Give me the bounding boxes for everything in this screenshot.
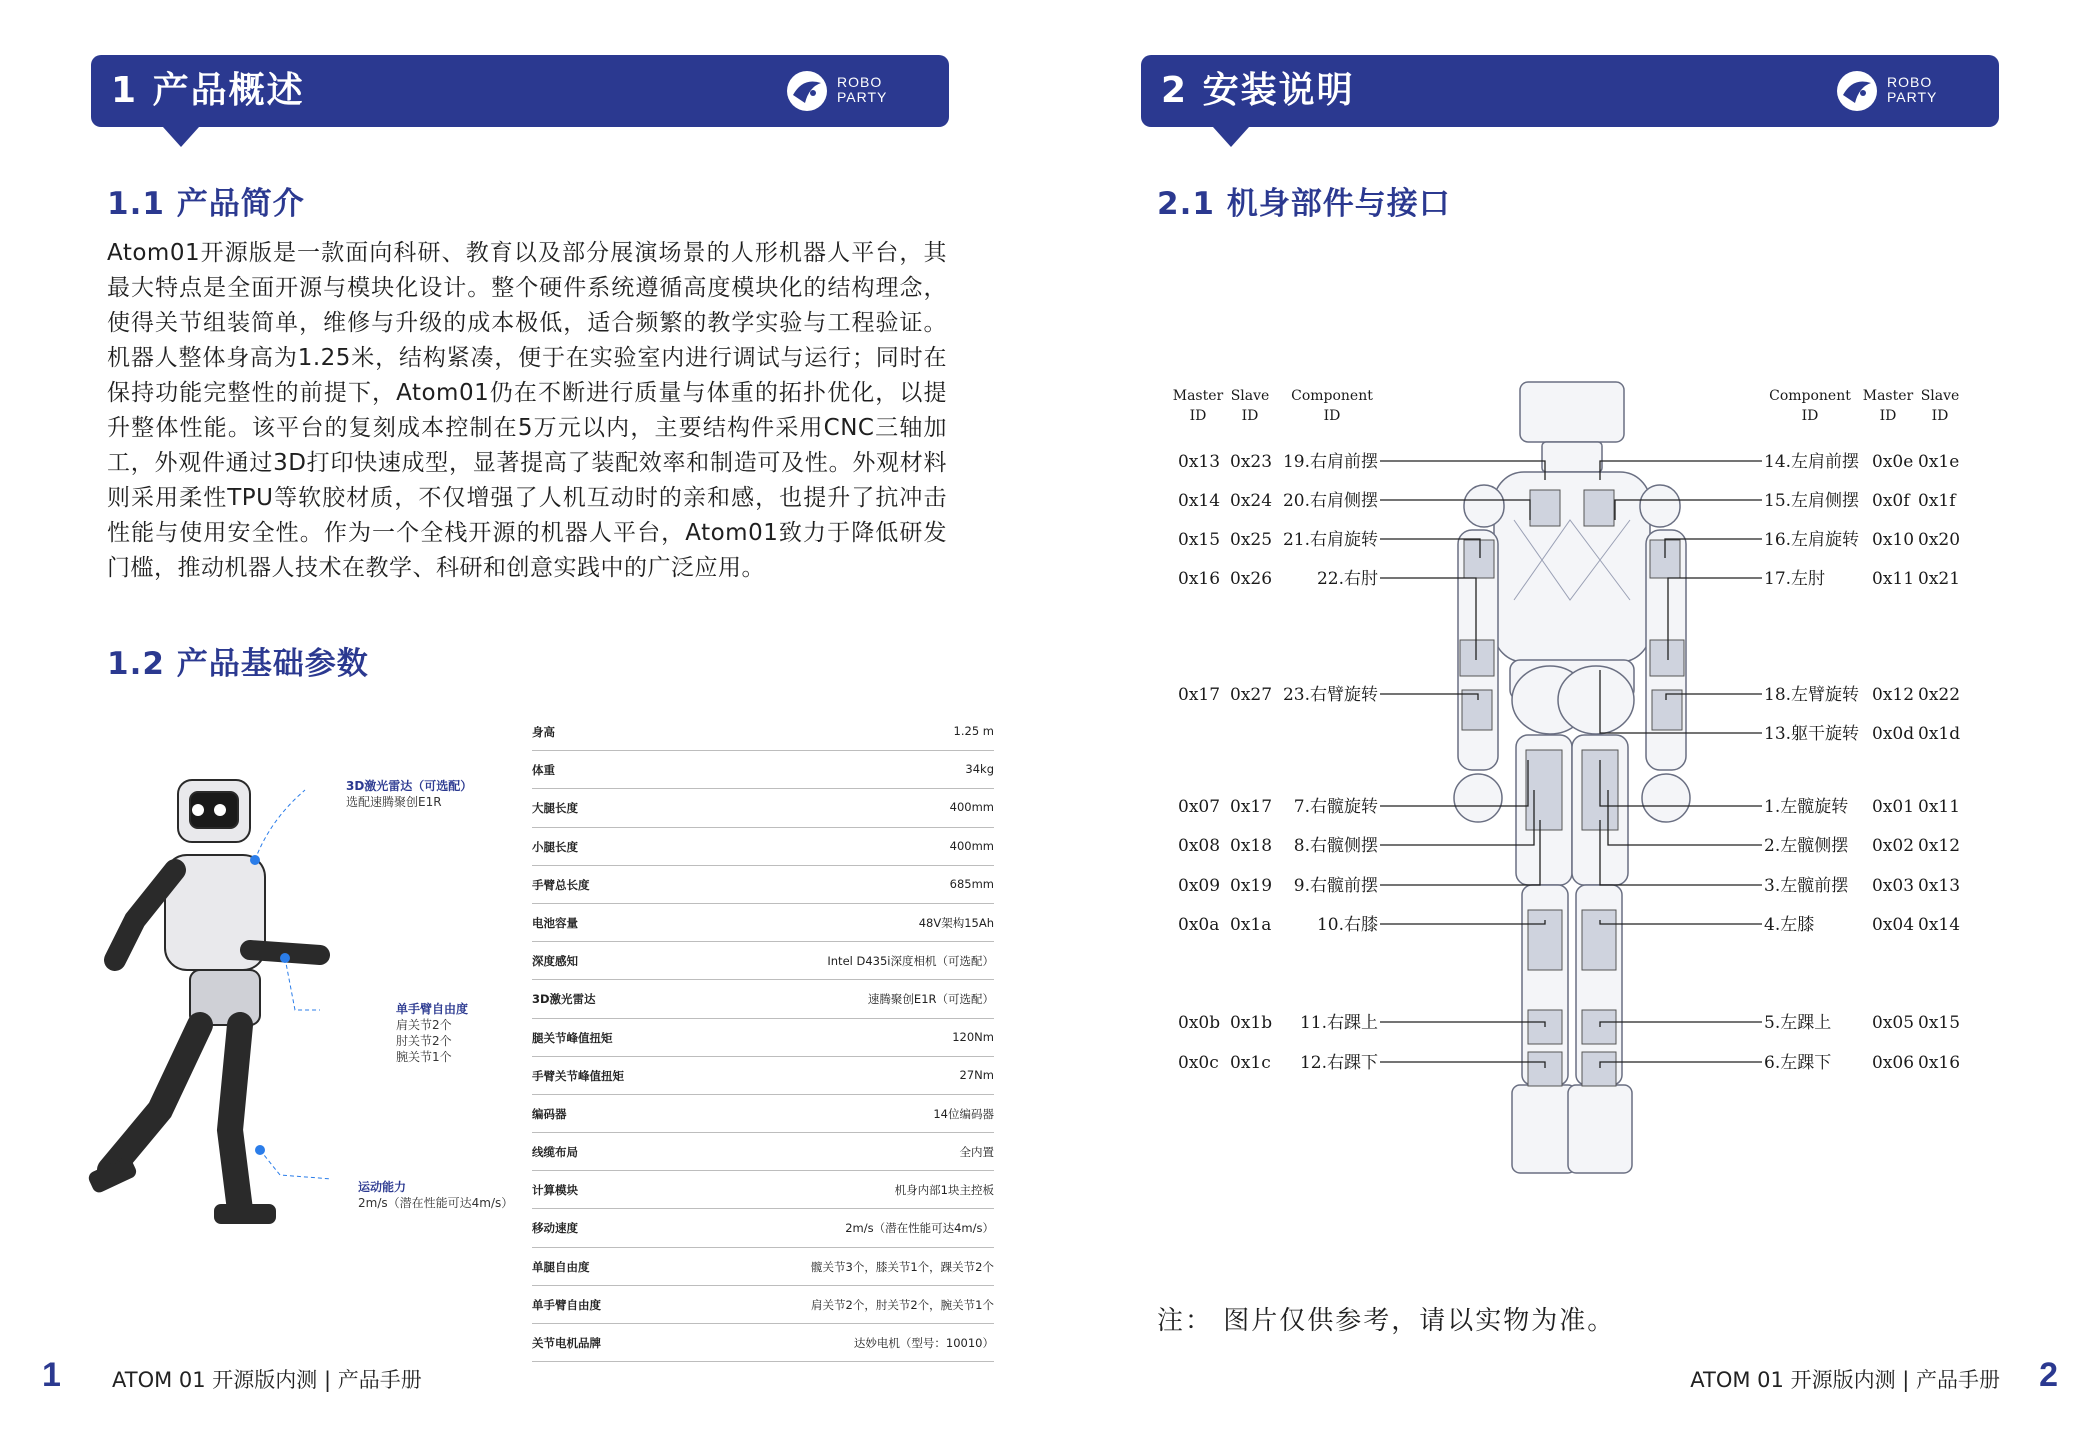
robo-party-logo [785, 67, 915, 115]
joint-slave-id: 0x1c [1230, 1053, 1271, 1073]
callout-arm-line-2: 肘关节2个 [396, 1034, 452, 1048]
joint-master-id: 0x0c [1178, 1053, 1219, 1073]
param-row [532, 1209, 994, 1247]
joint-master-id: 0x10 [1872, 530, 1915, 550]
footer-text: ATOM 01 开源版内测 | 产品手册 [1690, 1368, 2000, 1392]
joint-slave-id: 0x23 [1230, 452, 1273, 472]
logo-line-1: ROBO [1887, 74, 1933, 90]
joint-slave-id: 0x22 [1918, 685, 1961, 705]
joint-component-name: 18.左臂旋转 [1764, 685, 1860, 705]
banner-title: 1 产品概述 [111, 70, 305, 111]
joint-component-name: 5.左踝上 [1764, 1013, 1832, 1033]
header-id: ID [1879, 408, 1897, 424]
param-label: 3D激光雷达 [532, 992, 596, 1007]
param-row [532, 1286, 994, 1324]
param-label: 编码器 [532, 1106, 567, 1121]
param-row [532, 789, 994, 827]
joint-slave-id: 0x1a [1230, 915, 1272, 935]
header-id: ID [1189, 408, 1207, 424]
param-row [532, 828, 994, 866]
param-label: 电池容量 [532, 915, 578, 930]
joint-slave-id: 0x26 [1230, 569, 1273, 589]
joint-slave-id: 0x25 [1230, 530, 1273, 550]
joint-master-id: 0x04 [1872, 915, 1915, 935]
joint-master-id: 0x0e [1872, 452, 1914, 472]
joint-master-id: 0x0b [1178, 1013, 1221, 1033]
param-value: 达妙电机（型号：10010） [853, 1336, 994, 1350]
joint-component-name: 4.左膝 [1764, 915, 1815, 935]
joint-master-id: 0x16 [1178, 569, 1221, 589]
joint-component-name: 17.左肘 [1764, 569, 1826, 589]
joint-leader-line [1380, 1062, 1545, 1068]
joint-component-name: 13.躯干旋转 [1764, 724, 1860, 744]
header-component: Component [1291, 388, 1373, 404]
param-row [532, 1171, 994, 1209]
param-value: 2m/s（潜在性能可达4m/s） [845, 1221, 994, 1236]
param-value: 400mm [949, 838, 994, 853]
joint-leader-line [1600, 920, 1762, 924]
header-id: ID [1323, 408, 1341, 424]
joint-slave-id: 0x1f [1918, 491, 1956, 511]
joint-component-name: 3.左髋前摆 [1764, 876, 1849, 896]
param-value: 机身内部1块主控板 [894, 1183, 994, 1198]
param-row [532, 1133, 994, 1171]
param-label: 移动速度 [532, 1221, 578, 1236]
param-label: 单手臂自由度 [532, 1297, 601, 1312]
param-row [532, 713, 994, 751]
joint-master-id: 0x02 [1872, 836, 1915, 856]
param-row [532, 1057, 994, 1095]
param-row [532, 904, 994, 942]
joint-slave-id: 0x16 [1918, 1053, 1961, 1073]
param-label: 腿关节峰值扭矩 [532, 1030, 613, 1045]
header-master: Master [1172, 388, 1224, 404]
joint-component-name: 20.右肩侧摆 [1282, 491, 1378, 511]
joint-component-name: 2.左髋侧摆 [1764, 836, 1849, 856]
param-value: 120Nm [952, 1029, 994, 1044]
callout-motion-sub: 2m/s（潜在性能可达4m/s） [358, 1196, 514, 1210]
param-label: 身高 [532, 725, 555, 739]
joint-component-name: 12.右踝下 [1299, 1053, 1378, 1073]
joint-master-id: 0x05 [1872, 1013, 1915, 1033]
param-value: 髋关节3个，膝关节1个，踝关节2个 [811, 1259, 994, 1274]
joint-component-name: 10.右膝 [1316, 915, 1378, 935]
param-row [532, 1324, 994, 1362]
param-value: 48V架构15Ah [918, 915, 994, 930]
section-heading-1-1: 1.1 产品简介 [107, 186, 305, 222]
header-slave: Slave [1920, 388, 1960, 404]
callout-motion-title: 运动能力 [358, 1180, 407, 1194]
callout-lidar-title: 3D激光雷达（可选配） [346, 779, 473, 793]
joint-component-name: 14.左肩前摆 [1764, 452, 1860, 472]
joint-slave-id: 0x1b [1230, 1013, 1273, 1033]
joint-component-name: 23.右臂旋转 [1282, 685, 1378, 705]
banner-title: 2 安装说明 [1161, 70, 1355, 111]
param-label: 手臂关节峰值扭矩 [532, 1068, 624, 1083]
param-value: 34kg [965, 762, 994, 777]
callout-arm-line-1: 肩关节2个 [396, 1018, 452, 1032]
param-value: 全内置 [959, 1145, 994, 1160]
joint-master-id: 0x0a [1178, 915, 1220, 935]
joint-slave-id: 0x11 [1918, 797, 1961, 817]
note-text: 注： 图片仅供参考，请以实物为准。 [1157, 1306, 1616, 1336]
header-component: Component [1769, 388, 1851, 404]
param-label: 体重 [532, 763, 555, 778]
joint-master-id: 0x12 [1872, 685, 1915, 705]
param-value: 14位编码器 [933, 1106, 994, 1121]
joint-slave-id: 0x15 [1918, 1013, 1961, 1033]
header-id: ID [1241, 408, 1259, 424]
joint-leader-line [1600, 1022, 1762, 1027]
joint-component-name: 22.右肘 [1316, 569, 1378, 589]
joint-component-name: 9.右髋前摆 [1293, 876, 1378, 896]
joint-master-id: 0x09 [1178, 876, 1221, 896]
joint-master-id: 0x15 [1178, 530, 1221, 550]
logo-line-2: PARTY [837, 89, 888, 105]
param-row [532, 1095, 994, 1133]
joint-slave-id: 0x19 [1230, 876, 1273, 896]
param-label: 计算模块 [532, 1183, 578, 1198]
callout-arm-dof [396, 1001, 468, 1065]
callout-lidar-sub: 选配速腾聚创E1R [346, 795, 442, 809]
param-label: 大腿长度 [532, 801, 578, 816]
joint-component-name: 19.右肩前摆 [1282, 452, 1378, 472]
param-label: 关节电机品牌 [532, 1336, 601, 1350]
joint-slave-id: 0x27 [1230, 685, 1273, 705]
joint-slave-id: 0x17 [1230, 797, 1273, 817]
param-row [532, 751, 994, 789]
joint-slave-id: 0x1e [1918, 452, 1960, 472]
param-row [532, 1248, 994, 1286]
joint-component-name: 11.右踝上 [1299, 1013, 1378, 1033]
joint-master-id: 0x08 [1178, 836, 1221, 856]
joint-master-id: 0x11 [1872, 569, 1915, 589]
param-label: 手臂总长度 [532, 877, 590, 892]
footer-text: ATOM 01 开源版内测 | 产品手册 [112, 1368, 422, 1392]
joint-component-name: 21.右肩旋转 [1282, 530, 1378, 550]
section-heading-2-1: 2.1 机身部件与接口 [1157, 186, 1451, 222]
logo-line-2: PARTY [1887, 89, 1938, 105]
joint-master-id: 0x14 [1178, 491, 1221, 511]
param-label: 小腿长度 [532, 839, 578, 854]
param-value: 1.25 m [953, 724, 994, 738]
joint-slave-id: 0x18 [1230, 836, 1273, 856]
robo-party-logo-icon [785, 69, 829, 113]
joint-component-name: 8.右髋侧摆 [1293, 836, 1378, 856]
intro-paragraph: Atom01开源版是一款面向科研、教育以及部分展演场景的人形机器人平台，其最大特点是全面开源与模块化设计。整个硬件系统遵循高度模块化的结构理念，使得关节组装简单，维修与升级的成本极低，适合频繁的教学实验与工程验证。机器人整体身高为1.25米，结构紧凑，便于在实验室内进行调试与运行；同时在保持功能完整性的前提下，Atom01仍在不断进行质量与体重的拓扑优化，以提升整体性能。该平台的复刻成本控制在5万元以内，主要结构件采用CNC三轴加工，外观件通过3D打印快速成型，显著提高了装配效率和制造可及性。外观材料则采用柔性TPU等软胶材质，不仅增强了人机互动时的亲和感，也提升了抗冲击性能与使用安全性。作为一个全栈开源的机器人平台，Atom01致力于降低研发门槛，推动机器人技术在教学、科研和创意实践中的广泛应用。 [107, 240, 947, 581]
param-row [532, 1019, 994, 1057]
joint-master-id: 0x06 [1872, 1053, 1915, 1073]
joint-component-name: 16.左肩旋转 [1764, 530, 1860, 550]
callout-arm-title: 单手臂自由度 [396, 1002, 469, 1016]
header-id: ID [1801, 408, 1819, 424]
header-master: Master [1862, 388, 1914, 404]
joint-slave-id: 0x20 [1918, 530, 1961, 550]
header-id: ID [1931, 408, 1949, 424]
right-page [1040, 0, 2080, 1440]
callout-motion [358, 1179, 513, 1211]
joint-slave-id: 0x13 [1918, 876, 1961, 896]
joint-slave-id: 0x21 [1918, 569, 1961, 589]
joint-id-diagram [1040, 0, 2080, 1440]
param-label: 线缆布局 [532, 1145, 578, 1160]
callout-arm-line-3: 腕关节1个 [396, 1050, 452, 1064]
joint-slave-id: 0x12 [1918, 836, 1961, 856]
callout-lidar [346, 778, 472, 810]
joint-master-id: 0x07 [1178, 797, 1221, 817]
robot-running-illustration [80, 770, 330, 1310]
joint-slave-id: 0x1d [1918, 724, 1961, 744]
section-heading-1-2: 1.2 产品基础参数 [107, 646, 369, 682]
joint-slave-id: 0x14 [1918, 915, 1961, 935]
joint-master-id: 0x01 [1872, 797, 1915, 817]
page-number: 2 [2039, 1356, 2058, 1394]
param-value: Intel D435i深度相机（可选配） [827, 954, 994, 969]
param-value: 400mm [949, 800, 994, 815]
joint-leader-line [1380, 1022, 1545, 1027]
param-label: 单腿自由度 [532, 1259, 590, 1274]
section-banner [91, 55, 949, 127]
joint-leader-line [1380, 920, 1545, 924]
joint-master-id: 0x17 [1178, 685, 1221, 705]
joint-leader-line [1600, 1062, 1762, 1068]
joint-component-name: 6.左踝下 [1764, 1053, 1832, 1073]
param-value: 肩关节2个，肘关节2个，腕关节1个 [811, 1297, 994, 1312]
param-row [532, 942, 994, 980]
parameter-table [532, 713, 994, 1362]
joint-master-id: 0x0f [1872, 491, 1910, 511]
param-row [532, 980, 994, 1018]
joint-component-name: 1.左髋旋转 [1764, 797, 1849, 817]
param-value: 685mm [949, 876, 994, 891]
joint-master-id: 0x13 [1178, 452, 1221, 472]
page-number: 1 [42, 1356, 61, 1394]
joint-master-id: 0x03 [1872, 876, 1915, 896]
param-value: 速腾聚创E1R（可选配） [867, 992, 994, 1007]
param-row [532, 866, 994, 904]
joint-master-id: 0x0d [1872, 724, 1915, 744]
joint-component-name: 15.左肩侧摆 [1764, 491, 1860, 511]
header-slave: Slave [1230, 388, 1270, 404]
joint-component-name: 7.右髋旋转 [1293, 797, 1378, 817]
param-value: 27Nm [959, 1067, 994, 1082]
logo-line-1: ROBO [837, 74, 883, 90]
banner-notch [163, 127, 199, 147]
param-label: 深度感知 [532, 954, 578, 969]
joint-slave-id: 0x24 [1230, 491, 1273, 511]
